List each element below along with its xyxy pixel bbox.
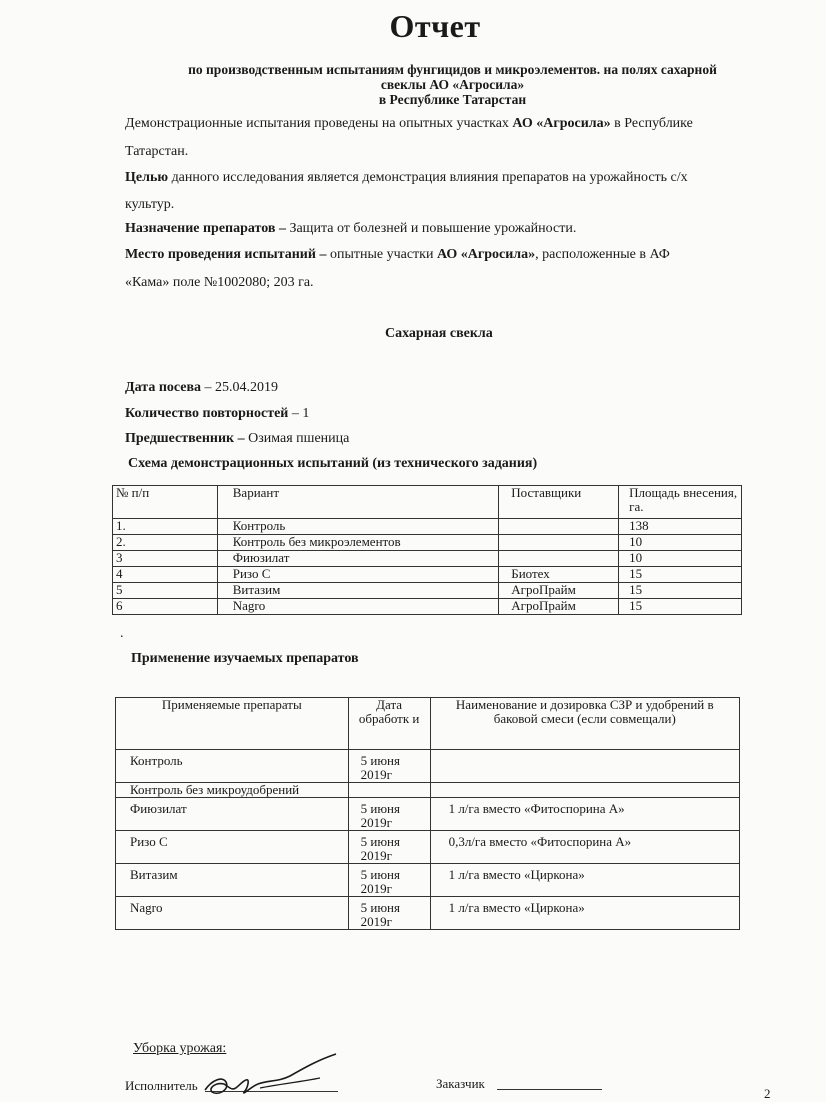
- place-text: опытные участки: [326, 247, 437, 262]
- place-label: Место проведения испытаний –: [125, 247, 327, 262]
- header-cell: № п/п: [113, 486, 218, 519]
- intro-text: в Республике: [610, 116, 693, 131]
- table-cell: [499, 551, 619, 567]
- table-cell: 5 июня 2019г: [348, 831, 430, 864]
- table-cell: [348, 783, 430, 798]
- table-cell: 138: [619, 519, 742, 535]
- goal-label: Целью: [125, 170, 169, 185]
- intro-paragraph-cont: Татарстан.: [125, 144, 189, 159]
- table-row: [113, 599, 742, 615]
- table-cell: [499, 519, 619, 535]
- executor-signature-icon: [200, 1052, 345, 1100]
- table-header-row: [116, 698, 740, 750]
- header-cell: Площадь внесения, га.: [619, 486, 742, 519]
- trial-scheme-table: [112, 485, 742, 615]
- subtitle-line-2: свеклы АО «Агросила»: [380, 77, 525, 92]
- table-row: [113, 567, 742, 583]
- customer-label: Заказчик: [436, 1076, 485, 1091]
- goal-paragraph: [125, 170, 785, 186]
- scheme-title: Схема демонстрационных испытаний (из технического задания): [128, 456, 538, 471]
- table-row: [116, 897, 740, 930]
- table-cell: 1.: [113, 519, 218, 535]
- header-cell: Дата обработк и: [348, 698, 430, 750]
- sowing-date: [125, 380, 278, 396]
- company-name: АО «Агросила»: [436, 247, 536, 262]
- intro-paragraph: [125, 116, 765, 132]
- report-title: Отчет: [389, 8, 481, 44]
- purpose-text: Защита от болезней и повышение урожайности.: [289, 221, 577, 236]
- table-cell: Биотех: [499, 567, 619, 583]
- table-cell: [499, 535, 619, 551]
- predecessor-label: Предшественник –: [125, 431, 245, 446]
- goal-paragraph-cont: культур.: [125, 197, 175, 212]
- table-row: [116, 783, 740, 798]
- table-cell: Контроль без микроудобрений: [116, 783, 349, 798]
- table-cell: Контроль: [116, 750, 349, 783]
- report-subtitle: [175, 62, 730, 107]
- table-cell: Ризо С: [217, 567, 499, 583]
- place-paragraph-cont: «Кама» поле №1002080; 203 га.: [125, 275, 314, 290]
- sowing-value: – 25.04.2019: [201, 380, 279, 395]
- table-cell: Ризо С: [116, 831, 349, 864]
- table-cell: 4: [113, 567, 218, 583]
- company-name: АО «Агросила»: [512, 116, 611, 131]
- header-cell: Наименование и дозировка СЗР и удобрений в баковой смеси (если совмещали): [430, 698, 739, 750]
- table-row: [116, 798, 740, 831]
- table-cell: 10: [619, 551, 742, 567]
- place-paragraph: [125, 247, 785, 263]
- table-row: [113, 583, 742, 599]
- table-cell: 15: [619, 567, 742, 583]
- table-cell: Витазим: [116, 864, 349, 897]
- executor-label: Исполнитель: [125, 1078, 198, 1093]
- table-cell: [430, 783, 739, 798]
- table-cell: Контроль: [217, 519, 499, 535]
- table-cell: Фиюзилат: [217, 551, 499, 567]
- table-cell: Фиюзилат: [116, 798, 349, 831]
- subtitle-line-1: по производственным испытаниям фунгицидов и микроэлементов. на полях сахарной: [188, 62, 717, 77]
- table-cell: 1 л/га вместо «Фитоспорина А»: [430, 798, 739, 831]
- customer-signature-line: [497, 1088, 602, 1090]
- crop-heading: Сахарная свекла: [385, 326, 493, 341]
- repetitions: [125, 406, 309, 422]
- table-cell: Nagro: [116, 897, 349, 930]
- table-cell: Витазим: [217, 583, 499, 599]
- table-row: [116, 864, 740, 897]
- table-cell: 5 июня 2019г: [348, 864, 430, 897]
- harvest-label: Уборка урожая:: [133, 1041, 227, 1056]
- table-cell: 5: [113, 583, 218, 599]
- table-cell: 1 л/га вместо «Циркона»: [430, 864, 739, 897]
- table-cell: [430, 750, 739, 783]
- header-cell: Поставщики: [499, 486, 619, 519]
- application-table: [115, 697, 740, 930]
- table-cell: 5 июня 2019г: [348, 798, 430, 831]
- table-row: [113, 535, 742, 551]
- table-cell: 5 июня 2019г: [348, 750, 430, 783]
- table-cell: Nagro: [217, 599, 499, 615]
- sowing-label: Дата посева: [125, 380, 202, 395]
- repetitions-value: – 1: [288, 406, 310, 421]
- page-number: 2: [764, 1086, 771, 1101]
- goal-text: данного исследования является демонстрация влияния препаратов на урожайность с/х: [168, 170, 688, 185]
- table-cell: 3: [113, 551, 218, 567]
- table-cell: 10: [619, 535, 742, 551]
- header-cell: Вариант: [217, 486, 499, 519]
- predecessor: [125, 431, 349, 447]
- table-cell: 5 июня 2019г: [348, 897, 430, 930]
- stray-dot: .: [120, 626, 124, 641]
- subtitle-line-3: в Республике Татарстан: [378, 92, 527, 107]
- table-row: [116, 831, 740, 864]
- table-cell: АгроПрайм: [499, 583, 619, 599]
- table-cell: 0,3л/га вместо «Фитоспорина А»: [430, 831, 739, 864]
- table-cell: 15: [619, 599, 742, 615]
- intro-text: Демонстрационные испытания проведены на опытных участках: [125, 116, 513, 131]
- header-cell: Применяемые препараты: [116, 698, 349, 750]
- table-cell: 2.: [113, 535, 218, 551]
- table-cell: 1 л/га вместо «Циркона»: [430, 897, 739, 930]
- table-cell: АгроПрайм: [499, 599, 619, 615]
- table-row: [113, 551, 742, 567]
- table-header-row: [113, 486, 742, 519]
- table-cell: 15: [619, 583, 742, 599]
- repetitions-label: Количество повторностей: [125, 406, 289, 421]
- place-text: , расположенные в АФ: [535, 247, 670, 262]
- table-cell: 6: [113, 599, 218, 615]
- table-row: [113, 519, 742, 535]
- application-title: Применение изучаемых препаратов: [131, 651, 359, 666]
- purpose-paragraph: [125, 221, 576, 237]
- predecessor-value: Озимая пшеница: [244, 431, 350, 446]
- table-row: [116, 750, 740, 783]
- table-cell: Контроль без микроэлементов: [217, 535, 499, 551]
- purpose-label: Назначение препаратов –: [125, 221, 290, 236]
